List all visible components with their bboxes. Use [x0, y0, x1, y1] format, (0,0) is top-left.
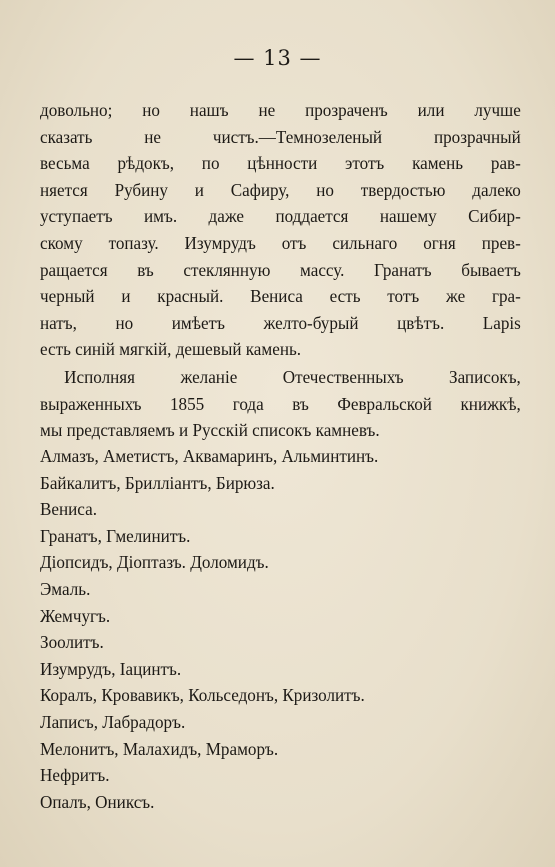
list-item: Вениса. — [40, 499, 97, 520]
list-item: Діопсидъ, Діоптазъ. Доломидъ. — [40, 552, 269, 573]
text-line: весьма рѣдокъ, по цѣнности этотъ камень рав- — [40, 153, 521, 174]
text-line: сказать не чистъ.—Темнозеленый прозрачный — [40, 126, 521, 147]
text-line: няется Рубину и Сафиру, но твердостью далеко — [40, 179, 521, 200]
text-line: ращается въ стеклянную массу. Гранатъ бываетъ — [40, 259, 521, 280]
stone-list — [40, 443, 486, 815]
text-line: довольно; но нашъ не прозраченъ или лучше — [40, 100, 521, 120]
list-item: Мелонитъ, Малахидъ, Мраморъ. — [40, 738, 279, 759]
text-line: уступаетъ имъ. даже поддается нашему Сибир- — [40, 206, 521, 227]
text-line: натъ, но имѣетъ желто-бурый цвѣтъ. Lapis — [40, 312, 521, 333]
list-item: Эмаль. — [40, 578, 91, 599]
paragraph-stone-descriptions — [40, 97, 521, 363]
list-item: Байкалитъ, Бриллiантъ, Бирюза. — [40, 472, 275, 493]
text-line: есть синій мягкій, дешевый камень. — [40, 339, 302, 360]
list-item: Изумрудъ, Іацинтъ. — [40, 658, 182, 679]
list-item: Опалъ, Ониксъ. — [40, 791, 155, 812]
paragraph-introduction — [40, 364, 521, 444]
list-item: Зоолитъ. — [40, 632, 104, 653]
list-item: Лаписъ, Лабрадоръ. — [40, 711, 186, 732]
list-item: Гранатъ, Гмелинитъ. — [40, 525, 191, 546]
text-line: Исполняя желаніе Отечественныхъ Записокъ, — [64, 367, 521, 387]
text-line: скому топазу. Изумрудъ отъ сильнаго огня прев- — [40, 232, 521, 253]
text-line: черный и красный. Вениса есть тотъ же гра- — [40, 286, 521, 307]
text-line: мы представляемъ и Русскій списокъ камневъ. — [40, 420, 380, 441]
list-item: Коралъ, Кровавикъ, Кольседонъ, Кризолитъ. — [40, 685, 365, 706]
page-number: — 13 — — [233, 46, 322, 70]
list-item: Жемчугъ. — [40, 605, 111, 626]
text-line: выраженныхъ 1855 года въ Февральской книжкѣ, — [40, 393, 521, 414]
list-item: Нефритъ. — [40, 765, 110, 786]
list-item: Алмазъ, Аметистъ, Аквамаринъ, Альминтинъ. — [40, 446, 379, 466]
